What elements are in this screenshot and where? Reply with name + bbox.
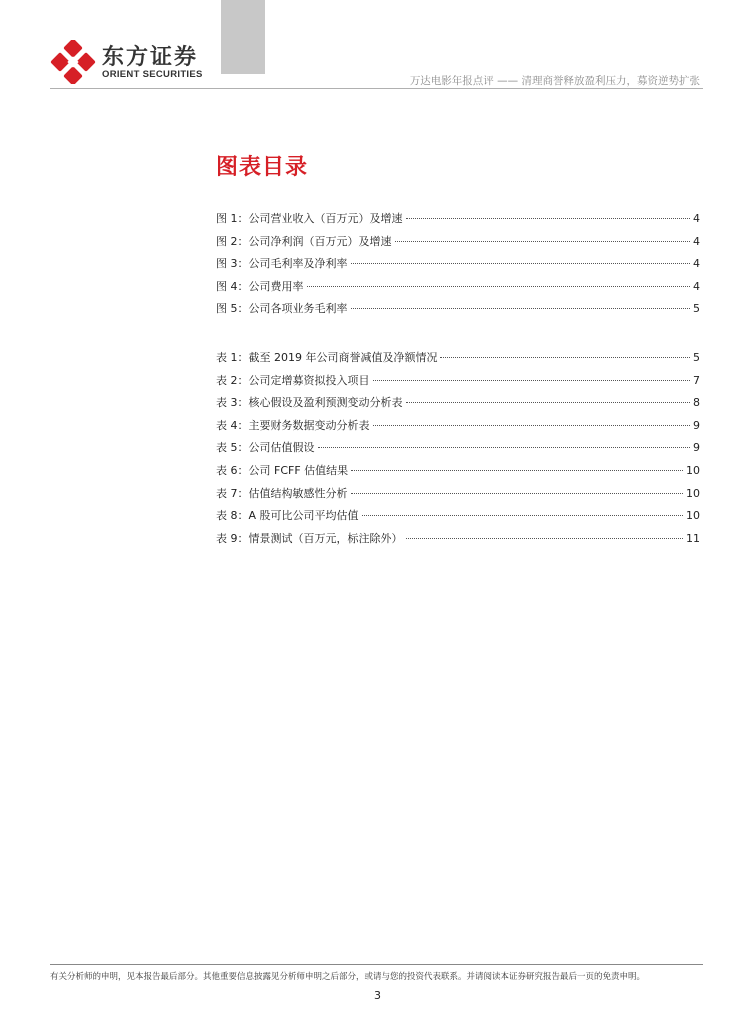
toc-entry-page: 9: [693, 441, 700, 455]
toc-entry-page: 4: [693, 257, 700, 271]
toc-entry-page: 10: [686, 463, 700, 477]
toc-entry-label: 表 9：情景测试（百万元，标注除外）: [216, 531, 403, 545]
toc-entry-label: 图 5：公司各项业务毛利率: [216, 302, 348, 316]
dot-leader: [373, 380, 691, 381]
toc-heading: 图表目录: [216, 155, 309, 180]
orient-securities-logo-icon: [50, 40, 96, 84]
toc-entry-label: 表 1：截至 2019 年公司商誉减值及净额情况: [216, 351, 438, 364]
footer-disclaimer: 有关分析师的申明，见本报告最后部分。其他重要信息披露见分析师申明之后部分，或请与您的投资代表联系。并请阅读本证券研究报告最后一页的免责申明。: [50, 972, 646, 982]
toc-entry-label: 图 2：公司净利润（百万元）及增速: [216, 234, 392, 248]
dot-leader: [351, 493, 684, 494]
figure-toc-entry[interactable]: [216, 255, 700, 278]
page-number: 3: [374, 989, 381, 1002]
figure-toc-entry[interactable]: [216, 300, 700, 323]
toc-entry-page: 4: [693, 212, 700, 225]
table-toc-entry[interactable]: [216, 530, 700, 553]
dot-leader: [395, 241, 691, 242]
figure-toc-entry[interactable]: [216, 278, 700, 301]
footer-divider: [50, 964, 703, 965]
dot-leader: [351, 308, 691, 309]
table-toc-entry[interactable]: [216, 462, 700, 485]
toc-entry-label: 表 6：公司 FCFF 估值结果: [216, 463, 349, 477]
table-toc-entry[interactable]: [216, 417, 700, 440]
toc-entry-label: 图 1：公司营业收入（百万元）及增速: [216, 212, 403, 225]
dot-leader: [406, 538, 684, 539]
toc-entry-label: 表 4：主要财务数据变动分析表: [216, 418, 370, 432]
toc-entry-page: 10: [686, 486, 700, 500]
brand-name-en: ORIENT SECURITIES: [102, 69, 203, 80]
toc-entry-label: 图 4：公司费用率: [216, 279, 304, 293]
table-toc-entry[interactable]: [216, 439, 700, 462]
figure-list: [216, 210, 700, 323]
dot-leader: [351, 470, 683, 471]
toc-entry-page: 5: [693, 302, 700, 316]
table-list: [216, 349, 700, 552]
table-toc-entry[interactable]: [216, 507, 700, 530]
table-toc-entry[interactable]: [216, 372, 700, 395]
dot-leader: [351, 263, 691, 264]
dot-leader: [440, 357, 690, 358]
toc-entry-page: 4: [693, 279, 700, 293]
toc-entry-label: 表 2：公司定增募资拟投入项目: [216, 373, 370, 387]
dot-leader: [362, 515, 683, 516]
toc-entry-page: 4: [693, 234, 700, 248]
toc-entry-page: 8: [693, 396, 700, 410]
table-toc-entry[interactable]: [216, 485, 700, 508]
brand-name-cn: 东方证券: [102, 45, 199, 70]
toc-entry-page: 5: [693, 351, 700, 364]
toc-entry-label: 表 3：核心假设及盈利预测变动分析表: [216, 396, 403, 410]
dot-leader: [406, 218, 691, 219]
dot-leader: [307, 286, 691, 287]
brand-logo: [50, 40, 220, 84]
toc-entry-page: 9: [693, 418, 700, 432]
toc-entry-label: 表 5：公司估值假设: [216, 441, 315, 455]
dot-leader: [373, 425, 691, 426]
table-toc-entry[interactable]: [216, 394, 700, 417]
table-toc-entry[interactable]: [216, 349, 700, 372]
toc-entry-label: 表 8：A 股可比公司平均估值: [216, 509, 359, 523]
toc-entry-page: 11: [686, 531, 700, 545]
report-title: 万达电影年报点评 —— 清理商誉释放盈利压力，募资逆势扩张: [409, 75, 700, 87]
figure-toc-entry[interactable]: [216, 233, 700, 256]
toc-entry-label: 表 7：估值结构敏感性分析: [216, 486, 348, 500]
figure-toc-entry[interactable]: [216, 210, 700, 233]
header-accent-band: [221, 0, 265, 74]
header-divider: [50, 88, 703, 89]
toc-entry-page: 10: [686, 509, 700, 523]
dot-leader: [406, 402, 691, 403]
dot-leader: [318, 447, 691, 448]
toc-entry-label: 图 3：公司毛利率及净利率: [216, 257, 348, 271]
toc-entry-page: 7: [693, 373, 700, 387]
